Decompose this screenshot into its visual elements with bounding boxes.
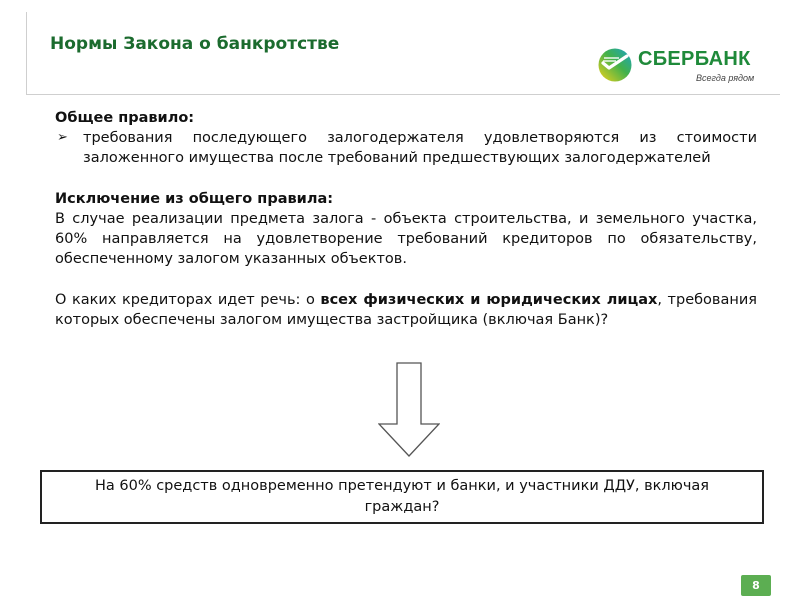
page-number-badge: 8 xyxy=(741,575,771,596)
page-title: Нормы Закона о банкротстве xyxy=(50,34,340,54)
exception-text: В случае реализации предмета залога - объекта строительства, и земельного участка, 60% направляется на удовлетворение требований кредиторов по обязательству, обеспеченному залогом указанных объектов. xyxy=(55,211,757,267)
question-prefix: О каких кредиторах идет речь: о xyxy=(55,292,321,308)
logo-wordmark: СБЕРБАНК xyxy=(638,48,751,70)
header-divider xyxy=(26,94,780,95)
sberbank-logo xyxy=(597,44,767,86)
arrow-bullet-icon: ➢ xyxy=(57,130,68,145)
conclusion-text: На 60% средств одновременно претендуют и банки, и участники ДДУ, включая граждан? xyxy=(94,478,710,515)
sberbank-emblem-icon xyxy=(597,47,633,83)
exception-heading: Исключение из общего правила: xyxy=(55,191,334,207)
general-rule-text: требования последующего залогодержателя удовлетворяются из стоимости заложенного имущества после требований предшествующих залогодержателей xyxy=(83,130,757,166)
general-rule-heading: Общее правило: xyxy=(55,110,195,126)
question-suffix: , требования которых обеспечены залогом имущества застройщика (включая Банк)? xyxy=(55,292,757,328)
slide-body xyxy=(55,108,757,330)
down-arrow-icon xyxy=(378,362,440,458)
decorative-vertical-rule xyxy=(26,12,27,94)
conclusion-box xyxy=(40,470,764,524)
question-emphasis: всех физических и юридических лицах xyxy=(320,292,658,308)
general-rule-bullet xyxy=(55,128,757,168)
logo-slogan: Всегда рядом xyxy=(696,73,755,83)
question-paragraph xyxy=(55,290,757,330)
